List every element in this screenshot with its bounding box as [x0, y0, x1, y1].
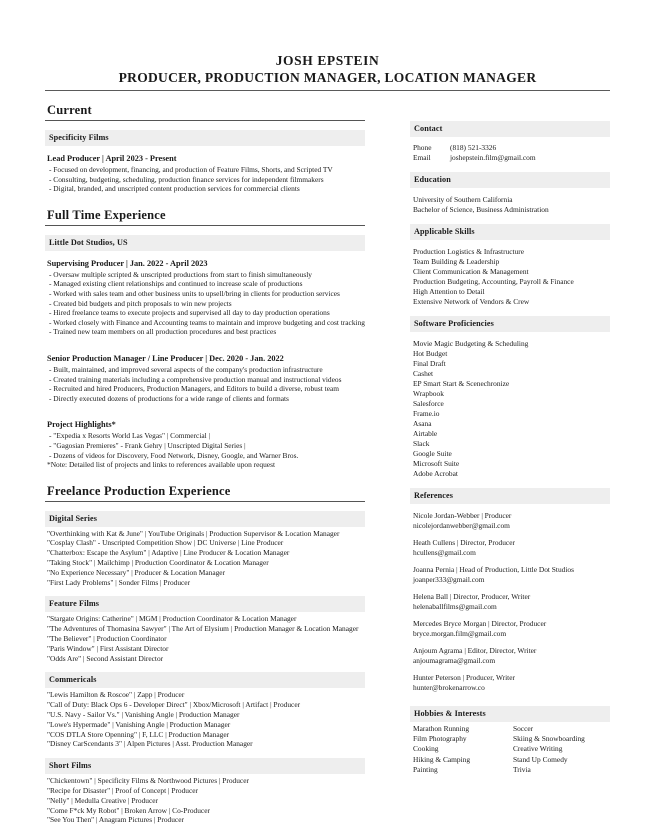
list-item: "Cosplay Clash" - Unscripted Competition Show | DC Universe | Line Producer — [47, 538, 284, 548]
band-references: References — [410, 488, 610, 504]
bullet-item: - "Expedia x Resorts World Las Vegas" | Commercial | — [49, 431, 211, 441]
list-item: "Nelly" | Medulla Creative | Producer — [47, 795, 158, 805]
hobby-item: Marathon Running — [413, 724, 470, 733]
contact-email-row — [413, 153, 610, 163]
list-item: "Chickentown" | Specificity Films & Northwood Pictures | Producer — [47, 776, 249, 786]
hobby-item: Trivia — [513, 764, 531, 774]
list-item: "COS DTLA Store Openning" | F, LLC | Production Manager — [47, 729, 230, 739]
skill-item: High Attention to Detail — [413, 287, 485, 296]
section-title-current: Current — [45, 103, 365, 121]
hobby-item: Film Photography — [413, 734, 467, 744]
list-item: "Overthinking with Kat & June" | YouTube Originals | Production Supervisor & Location Manager — [47, 528, 340, 538]
reference-name: Heath Cullens | Director, Producer — [413, 538, 515, 547]
band-education: Education — [410, 172, 610, 188]
hobby-item: Skiing & Snowboarding — [513, 734, 585, 744]
bullet-item: - Created bid budgets and pitch proposals to win new projects — [49, 298, 232, 308]
software-item: Salesforce — [413, 399, 444, 408]
list-item: "Chatterbox: Escape the Asylum" | Adaptive | Line Producer & Location Manager — [47, 548, 290, 558]
reference-email: bryce.morgan.film@gmail.com — [413, 629, 507, 638]
skill-item: Client Communication & Management — [413, 267, 529, 276]
bullet-item: - Dozens of videos for Discovery, Food Network, Disney, Google, and Warner Bros. — [49, 450, 299, 460]
resume-columns — [45, 103, 610, 825]
band-hobbies-interests: Hobbies & Interests — [410, 706, 610, 722]
bullets-supervising-producer — [49, 270, 365, 337]
hobby-item: Painting — [413, 764, 438, 774]
software-item: Cashet — [413, 369, 434, 378]
band-specificity-films: Specificity Films — [45, 130, 365, 146]
education-details — [410, 195, 610, 215]
band-little-dot-studios: Little Dot Studios, US — [45, 235, 365, 251]
hobby-item: Soccer — [513, 724, 534, 733]
list-item: "Disney CarScendants 3" | Alpen Pictures | Asst. Production Manager — [47, 739, 253, 749]
bullet-item: - Created training materials including a comprehensive production manual and instructional videos — [49, 374, 342, 384]
role-supervising-producer: Supervising Producer | Jan. 2022 - April 2023 — [47, 258, 208, 268]
software-item: Google Suite — [413, 449, 452, 458]
bullet-item: - Oversaw multiple scripted & unscripted productions from start to finish simultaneously — [49, 269, 312, 279]
software-item: Wrapbook — [413, 389, 444, 398]
skill-item: Team Building & Leadership — [413, 257, 500, 266]
reference-email: hunter@brokenarrow.co — [413, 683, 485, 692]
band-contact: Contact — [410, 121, 610, 137]
hobby-item: Cooking — [413, 744, 439, 754]
reference-item — [410, 646, 610, 666]
right-column — [410, 103, 610, 775]
reference-name: Joanna Pernia | Head of Production, Little Dot Studios — [413, 565, 574, 574]
reference-name: Nicole Jordan-Webber | Producer — [413, 511, 512, 520]
education-school: University of Southern California — [413, 195, 513, 204]
hobbies-column-1 — [413, 724, 513, 775]
list-item: "Recipe for Disaster" | Proof of Concept | Producer — [47, 786, 199, 796]
bullet-item: - Directly executed dozens of productions for a wide range of clients and formats — [49, 393, 289, 403]
contact-phone-value: (818) 521-3326 — [450, 143, 497, 152]
list-item: "Call of Duty: Black Ops 6 - Developer Direct" | Xbox/Microsoft | Artifact | Producer — [47, 700, 301, 710]
band-applicable-skills: Applicable Skills — [410, 224, 610, 240]
software-item: Airtable — [413, 429, 438, 438]
contact-details — [413, 143, 610, 163]
software-item: Final Draft — [413, 359, 446, 368]
bullets-specificity — [49, 165, 365, 194]
references-list — [410, 511, 610, 693]
reference-item — [410, 592, 610, 612]
role-lead-producer: Lead Producer | April 2023 - Present — [47, 154, 177, 163]
band-digital-series: Digital Series — [45, 511, 365, 527]
list-commericals — [45, 690, 365, 749]
band-feature-films: Feature Films — [45, 596, 365, 612]
skill-item: Production Logistics & Infrastructure — [413, 247, 525, 256]
list-item: "Odds Are" | Second Assistant Director — [47, 653, 164, 663]
band-short-films: Short Films — [45, 758, 365, 774]
reference-item — [410, 538, 610, 558]
reference-email: anjoumagrama@gmail.com — [413, 656, 496, 665]
header-divider — [45, 90, 610, 91]
software-item: Adobe Acrobat — [413, 469, 458, 478]
project-highlights-list — [49, 431, 365, 460]
list-item: "See You Then" | Anagram Pictures | Producer — [47, 815, 184, 825]
skill-item: Production Budgeting, Accounting, Payroll & Finance — [413, 277, 574, 286]
bullet-item: - Hired freelance teams to execute projects and supervised all day to day production operations — [49, 308, 330, 318]
list-feature-films — [45, 614, 365, 663]
software-item: EP Smart Start & Scenechronize — [413, 379, 510, 388]
section-title-full-time-experience: Full Time Experience — [45, 208, 365, 226]
reference-name: Hunter Peterson | Producer, Writer — [413, 673, 515, 682]
bullet-item: - Recruited and hired Producers, Production Managers, and Editors to build a diverse, robust team — [49, 384, 340, 394]
reference-email: joanper333@gmail.com — [413, 575, 485, 584]
software-item: Asana — [413, 419, 432, 428]
list-digital-series — [45, 529, 365, 588]
hobbies-grid — [413, 724, 610, 775]
reference-item — [410, 673, 610, 693]
reference-item — [410, 511, 610, 531]
section-title-freelance-production-experience: Freelance Production Experience — [45, 484, 365, 502]
reference-item — [410, 619, 610, 639]
list-short-films — [45, 776, 365, 825]
candidate-name: JOSH EPSTEIN — [275, 53, 380, 68]
skill-item: Extensive Network of Vendors & Crew — [413, 297, 530, 306]
band-software-proficiencies: Software Proficiencies — [410, 316, 610, 332]
bullet-item: - Consulting, budgeting, scheduling, production finance services for independent filmmakers — [49, 174, 324, 184]
list-item: "The Believer" | Production Coordinator — [47, 634, 167, 644]
hobby-item: Creative Writing — [513, 744, 563, 754]
reference-email: helenaballfilms@gmail.com — [413, 602, 497, 611]
reference-email: nicolejordanwebber@gmail.com — [413, 521, 510, 530]
software-item: Frame.io — [413, 409, 440, 418]
education-degree: Bachelor of Science, Business Administration — [413, 205, 549, 214]
reference-name: Mercedes Bryce Morgan | Director, Producer — [413, 619, 547, 628]
skills-list — [410, 247, 610, 307]
hobby-item: Stand Up Comedy — [513, 754, 568, 764]
list-item: "Paris Window" | First Assistant Director — [47, 643, 169, 653]
bullet-item: - "Gagosian Premieres" - Frank Gehry | Unscripted Digital Series | — [49, 440, 246, 450]
left-column — [45, 103, 365, 825]
contact-email-value: joshepstein.film@gmail.com — [450, 153, 536, 162]
list-item: "Taking Stock" | Mailchimp | Production Coordinator & Location Manager — [47, 558, 269, 568]
bullet-item: - Worked with sales team and other business units to upsell/bring in clients for production services — [49, 288, 340, 298]
list-item: "U.S. Navy - Sailor Vs." | Vanishing Angle | Production Manager — [47, 710, 240, 720]
resume-header — [45, 52, 610, 90]
hobby-item: Hiking & Camping — [413, 754, 471, 764]
reference-item — [410, 565, 610, 585]
reference-name: Helena Ball | Director, Producer, Writer — [413, 592, 531, 601]
contact-email-label: Email — [413, 153, 431, 162]
bullet-item: - Focused on development, financing, and production of Feature Films, Shorts, and Scripted TV — [49, 165, 333, 174]
software-item: Movie Magic Budgeting & Scheduling — [413, 339, 529, 348]
software-item: Slack — [413, 439, 430, 448]
project-highlights-title: Project Highlights* — [47, 420, 116, 430]
bullets-senior-production-manager — [49, 365, 365, 403]
list-item: "The Adventures of Thomasina Sawyer" | The Art of Elysium | Production Manager & Location Manager — [47, 624, 359, 634]
band-commericals: Commericals — [45, 672, 365, 688]
bullet-item: - Digital, branded, and unscripted content production services for commercial clients — [49, 184, 300, 194]
software-list — [410, 339, 610, 479]
list-item: "No Experience Necessary" | Producer & Location Manager — [47, 567, 226, 577]
contact-phone-row — [413, 143, 610, 153]
software-item: Hot Budget — [413, 349, 448, 358]
list-item: "First Lady Problems" | Sonder Films | Producer — [47, 577, 191, 587]
role-senior-production-manager: Senior Production Manager / Line Producer | Dec. 2020 - Jan. 2022 — [47, 353, 284, 363]
list-item: "Come F*ck My Robot" | Broken Arrow | Co-Producer — [47, 805, 210, 815]
list-item: "Lewis Hamilton & Roscoe" | Zapp | Producer — [47, 690, 185, 700]
bullet-item: - Managed existing client relationships and continued to increase scale of productions — [49, 279, 303, 289]
list-item: "Lowe's Hypermade" | Vanishing Angle | Production Manager — [47, 719, 231, 729]
bullet-item: - Worked closely with Finance and Accounting teams to maintain and improve budgeting and cost tracking — [49, 317, 365, 327]
software-item: Microsoft Suite — [413, 459, 460, 468]
contact-phone-label: Phone — [413, 143, 432, 152]
reference-name: Anjoum Agrama | Editor, Director, Writer — [413, 646, 537, 655]
project-highlights-note: *Note: Detailed list of projects and links to references available upon request — [47, 460, 276, 470]
hobbies-column-2 — [513, 724, 613, 775]
reference-email: hcullens@gmail.com — [413, 548, 476, 557]
list-item: "Stargate Origins: Catherine" | MGM | Production Coordinator & Location Manager — [47, 614, 297, 624]
bullet-item: - Built, maintained, and improved several aspects of the company's production infrastructure — [49, 364, 323, 374]
bullet-item: - Trained new team members on all production procedures and best practices — [49, 327, 277, 337]
candidate-title: PRODUCER, PRODUCTION MANAGER, LOCATION MANAGER — [118, 70, 537, 85]
